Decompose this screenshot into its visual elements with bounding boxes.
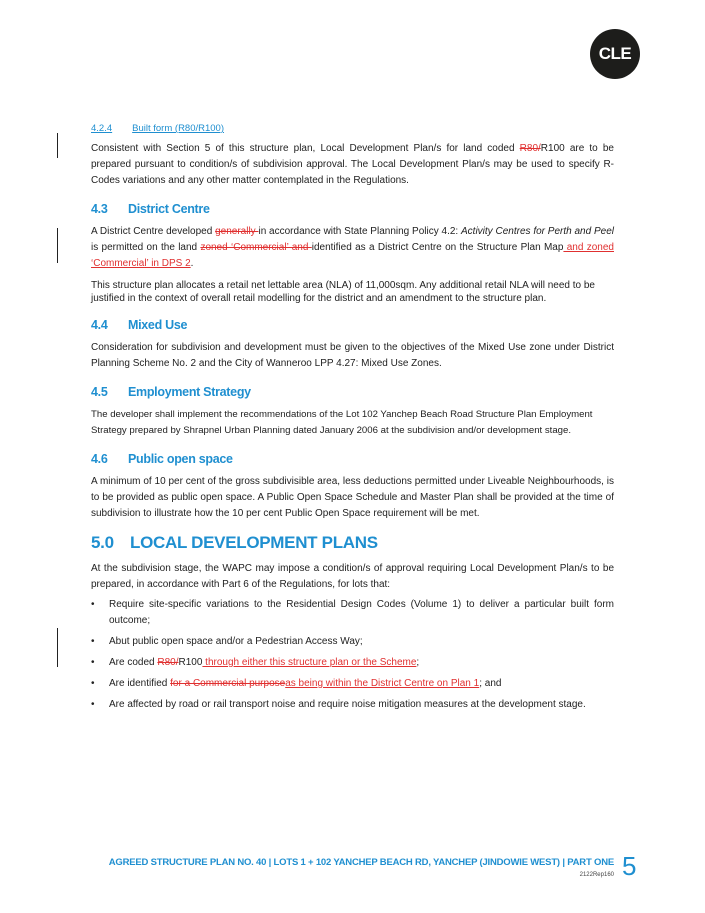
- text: Are identified: [109, 678, 171, 689]
- text: ; and: [479, 678, 502, 689]
- paragraph-4-4: Consideration for subdivision and development must be given to the objectives of the Mixed Use zone under District Planning Scheme No. 2 and the City of Wanneroo LPP 4.27: Mixed Use Zones.: [91, 342, 614, 369]
- page-number: 5: [622, 851, 637, 881]
- section-number: 4.4: [91, 318, 108, 332]
- section-number: 4.3: [91, 202, 108, 216]
- text: A District Centre developed: [91, 226, 216, 237]
- section-number: 4.6: [91, 452, 108, 466]
- list-item: [91, 676, 614, 692]
- inserted-text: through either this structure plan or the Scheme: [202, 657, 417, 668]
- paragraph-4-3-a: [91, 224, 614, 272]
- deleted-text: R80/: [157, 657, 179, 668]
- paragraph-4-6: A minimum of 10 per cent of the gross subdivisible area, less deductions permitted under Liveable Neighbourhoods, is to be provided as public open space. A Public Open Space Schedule and Master Plan shall be provided at the time of subdivision to illustrate how the 10 per cent Public Open Space requirement will be met.: [91, 476, 614, 519]
- text: R100 are to be prepared pursuant to condition/s of subdivision approval. The Local Development Plan/s may be used to specify R-Codes variations and any other matter contemplated in the Regulations.: [91, 143, 614, 186]
- lot-criteria-list: [91, 597, 614, 713]
- text: is permitted on the land: [91, 242, 201, 253]
- section-title: Mixed Use: [128, 318, 188, 332]
- text: Are coded: [109, 657, 158, 668]
- section-4-4-heading: [91, 318, 614, 332]
- paragraph-4-3-b: This structure plan allocates a retail net lettable area (NLA) of 11,000sqm. Any additional retail NLA will need to be justified in the context of overall retail modelling for the district and an amendment to the structure plan.: [91, 280, 595, 304]
- deleted-text: for a Commercial purpose: [170, 678, 286, 689]
- change-bar: [57, 133, 58, 158]
- text: in accordance with State Planning Policy 4.2:: [258, 226, 462, 237]
- list-item: [91, 655, 614, 671]
- section-title: Employment Strategy: [128, 385, 251, 399]
- section-4-5-heading: [91, 385, 614, 399]
- change-bar: [57, 228, 58, 263]
- section-title: Public open space: [128, 452, 233, 466]
- list-item: • Are affected by road or rail transport noise and require noise mitigation measures at the development stage.: [91, 697, 614, 713]
- paragraph-5-0: At the subdivision stage, the WAPC may impose a condition/s of approval requiring Local Development Plan/s to be prepared, in accordance with Part 6 of the Regulations, for lots that:: [91, 563, 614, 590]
- change-bar: [57, 628, 58, 667]
- inserted-text: and zoned ‘Commercial’ in DPS 2: [91, 242, 614, 269]
- text: .: [190, 258, 194, 269]
- text: Consistent with Section 5 of this structure plan, Local Development Plan/s for land coded: [91, 143, 520, 154]
- section-4-3-heading: [91, 202, 614, 216]
- footer-title: AGREED STRUCTURE PLAN NO. 40 | LOTS 1 + 102 YANCHEP BEACH RD, YANCHEP (JINDOWIE WEST) | PART ONE: [108, 857, 614, 868]
- deleted-text: zoned ‘Commercial’ and: [200, 242, 312, 253]
- document-reference: 2122Rep160: [579, 872, 614, 878]
- section-title: District Centre: [128, 202, 210, 216]
- text: identified as a District Centre on the Structure Plan Map: [311, 242, 564, 253]
- section-number: 4.2.4: [91, 123, 113, 134]
- section-number: 5.0: [91, 533, 114, 552]
- section-title: Built form (R80/R100): [132, 123, 225, 134]
- paragraph-4-2-4: [91, 141, 614, 189]
- section-title: LOCAL DEVELOPMENT PLANS: [130, 533, 378, 552]
- list-item: • Require site-specific variations to the Residential Design Codes (Volume 1) to deliver a particular built form outcome;: [91, 597, 614, 629]
- main-content: [91, 123, 614, 718]
- section-number: 4.5: [91, 385, 108, 399]
- deleted-text: R80/: [519, 143, 541, 154]
- deleted-text: generally: [215, 226, 259, 237]
- company-logo: CLE: [590, 29, 640, 79]
- section-4-6-heading: [91, 452, 614, 466]
- section-5-0-heading: [91, 533, 614, 553]
- section-4-2-4-heading: [91, 123, 614, 134]
- list-item: • Abut public open space and/or a Pedestrian Access Way;: [91, 634, 614, 650]
- text: R100: [178, 657, 203, 668]
- paragraph-4-5: The developer shall implement the recommendations of the Lot 102 Yanchep Beach Road Structure Plan Employment Strategy prepared by Shrapnel Urban Planning dated January 2006 at the subdivision and/or development stage.: [91, 409, 593, 436]
- inserted-text: as being within the District Centre on Plan 1: [285, 678, 480, 689]
- text: ;: [416, 657, 420, 668]
- policy-title: Activity Centres for Perth and Peel: [461, 226, 615, 237]
